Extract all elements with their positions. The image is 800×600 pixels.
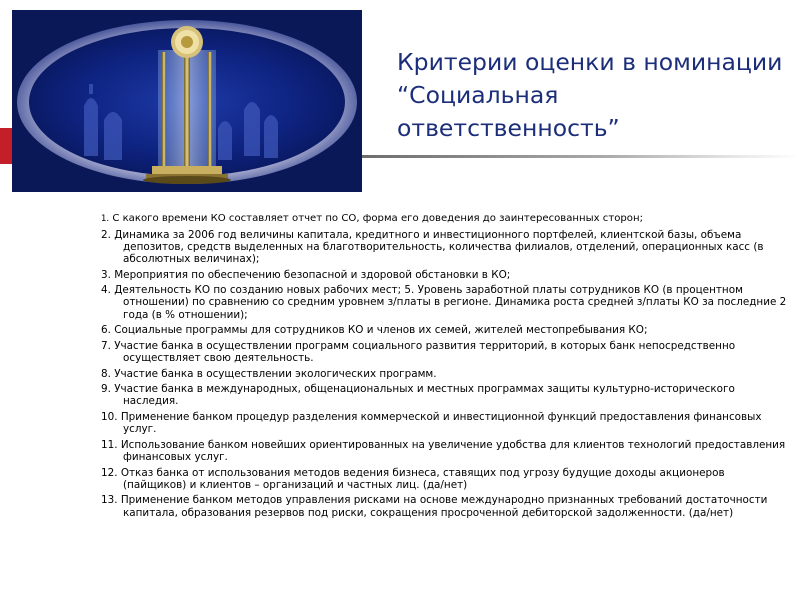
item-text: 10. Применение банком процедур разделения коммерческой и инвестиционной функций предоставления финансовых услуг. — [101, 410, 762, 436]
item-text: 6. Социальные программы для сотрудников КО и членов их семей, жителей местопребывания КО; — [101, 324, 648, 337]
list-item — [101, 269, 791, 281]
item-text: 2. Динамика за 2006 год величины капитала, кредитного и инвестиционного портфелей, клиентской базы, объема депозитов, средств выделенных на благотворительность, количества филиалов, отделений, операционных касс (в абсолютных величинах); — [101, 228, 764, 265]
item-text: 3. Мероприятия по обеспечению безопасной и здоровой обстановки в КО; — [101, 268, 511, 281]
list-item — [101, 383, 791, 407]
item-text: 11. Использование банком новейших ориентированных на увеличение удобства для клиентов технологий предоставления финансовых услуг. — [101, 438, 786, 463]
item-text: 12. Отказ банка от использования методов ведения бизнеса, ставящих под угрозу будущие доходы акционеров (пайщиков) и клиентов – организаций и частных лиц. (да/нет) — [101, 466, 725, 491]
item-text: 9. Участие банка в международных, общенациональных и местных программах защиты культурно-исторического наследия. — [101, 383, 735, 408]
list-item — [101, 284, 791, 321]
criteria-list — [101, 213, 791, 522]
slide-title: Критерии оценки в номинации “Социальная ответственность” — [397, 48, 783, 142]
list-item — [101, 324, 791, 336]
list-item — [101, 229, 791, 266]
item-number: 1. — [101, 214, 110, 224]
item-text: 4. Деятельность КО по созданию новых рабочих мест; 5. Уровень заработной платы сотрудников КО (в процентном отношении) по сравнению со средним уровнем з/платы в регионе. Динамика роста средней з/платы КО за последние 2 года (в % отношении); — [101, 284, 787, 321]
list-item — [101, 439, 791, 463]
list-item — [101, 213, 791, 225]
award-image — [12, 10, 362, 192]
list-item — [101, 467, 791, 491]
list-item — [101, 340, 791, 364]
item-text: С какого времени КО составляет отчет по СО, форма его доведения до заинтересованных сторон; — [109, 213, 643, 224]
title-divider — [362, 155, 800, 158]
list-item — [101, 494, 791, 518]
item-text: 13. Применение банком методов управления рисками на основе международно признанных требований достаточности капитала, образования резервов под риски, сокращения просроченной дебиторской задолженности. (да/нет) — [101, 494, 768, 519]
list-item — [101, 368, 791, 380]
award-statue-icon — [12, 10, 362, 192]
item-text: 7. Участие банка в осуществлении программ социального развития территорий, в которых банк непосредственно осуществляет свою деятельность. — [101, 339, 736, 364]
decorative-red-band — [0, 128, 12, 164]
item-text: 8. Участие банка в осуществлении экологических программ. — [101, 367, 437, 380]
list-item — [101, 411, 791, 435]
